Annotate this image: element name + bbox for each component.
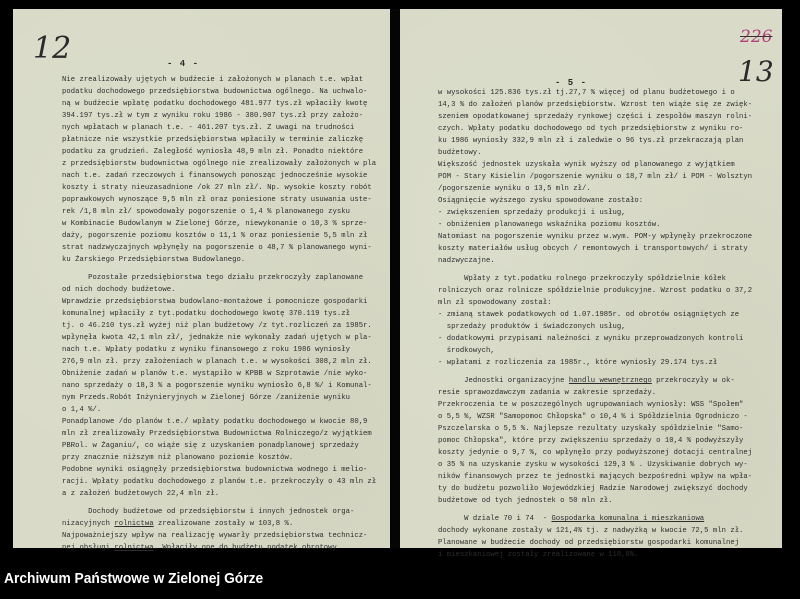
text-line: podatku dochodowego przedsiębiorstwa budownictwa ogólnego. Na uchwalo-	[62, 88, 368, 96]
text-line: tj. o 46.210 tys.zł wyżej niż plan budżetowy /z tyt.rozliczeń za 1985r.	[62, 322, 372, 330]
text-line: koszty materiałów usług obcych / remontowych i transportowych/ i straty	[438, 245, 748, 253]
text-line: Wprawdzie przedsiębiorstwa budowlano-montażowe i pomocnicze gospodarki	[62, 298, 368, 306]
text-line: - wpłatami z rozliczenia za 1985r., które wyniosły 29.174 tys.zł	[438, 359, 718, 367]
text-line: dochody wykonane zostały w 121,4% tj. z nadwyżką w kwocie 72,5 mln zł.	[438, 527, 744, 535]
text-line: /pogorszenie wyniku o 13,5 mln zł/.	[438, 185, 591, 193]
text-line: mln zł zrealizowały Przedsiębiorstwa Budownictwa Rolniczego/z wyjątkiem	[62, 430, 372, 438]
text-line: nadzwyczajne.	[438, 257, 495, 265]
text-line: strat nadzwyczajnych wpłynęły na pogorszenie o 48,7 % planowanego wyni-	[62, 244, 372, 252]
text-line: 276,9 mln zł. przy założeniach w planach t.e. w wysokości 308,2 mln zł.	[62, 358, 372, 366]
text-line: i mieszkaniowej zostały zrealizowane w 118,8%.	[438, 551, 639, 559]
text-line: ników finansowych przez te jednostki mających bezpośredni wpływ na wpła-	[438, 473, 753, 481]
handwritten-page-number-left: 12	[33, 31, 72, 66]
text-line: podatku za grudzień. Zaległość wyniosła 48,9 mln zł. Ponadto niektóre	[62, 148, 364, 156]
text-line: koszty i straty nieuzasadnione /ok 27 mln zł/. Np. wysokie koszty robót	[62, 184, 372, 192]
text-line: Pozostałe przedsiębiorstwa tego działu przekroczyły zaplanowane	[62, 274, 364, 282]
text-line: płatnicze nie wszystkie przedsiębiorstwa wpłaciły w terminie zaliczkę	[62, 136, 364, 144]
document-page-left	[13, 9, 390, 552]
text-line: od nich dochody budżetowe.	[62, 286, 176, 294]
text-line: Dochody budżetowe od przedsiębiorstw i innych jednostek orga-	[62, 508, 355, 516]
text-line: rek /1,8 mln zł/ spowodowały pogorszenie o 1,4 % planowanego zysku	[62, 208, 350, 216]
page-label-left: - 4 -	[167, 59, 200, 69]
text-line: czych. Wpłaty podatku dochodowego od tych przedsiębiorstw z wyniku ro-	[438, 125, 744, 133]
text-line: a z założeń budżetowych 22,4 mln zł.	[62, 490, 220, 498]
text-line: przy znacznie niższym niż planowano poziomie kosztów.	[62, 454, 294, 462]
text-line: nym Przeds.Robót Inżynieryjnych w Zielonej Górze /zaniżenie wyniku	[62, 394, 350, 402]
text-line: - zmianą stawek podatkowych od 1.07.1985r. od obrotów osiągniętych ze	[438, 311, 740, 319]
text-line: 394.197 tys.zł w tym z wyniku roku 1986 - 380.907 tys.zł przy założo-	[62, 112, 364, 120]
text-line: w wysokości 125.836 tys.zł tj.27,7 % więcej od planu budżetowego i o	[438, 89, 735, 97]
text-line: - obniżeniem planowanego wskaźnika poziomu kosztów.	[438, 221, 661, 229]
text-line: o 1,4 %/.	[62, 406, 102, 414]
text-line: nano sprzedaży o 18,3 % a pogorszenie wyniku wyniosło 6,8 %/ i Komunal-	[62, 382, 372, 390]
text-line: resie sprawozdawczym zadania w zakresie sprzedaży.	[438, 389, 657, 397]
text-line: Wpłaty z tyt.podatku rolnego przekroczyły spółdzielnie kółek	[438, 275, 726, 283]
text-line: Najpoważniejszy wpływ na realizację wywarły przedsiębiorstwa technicz-	[62, 532, 368, 540]
page-label-right: - 5 -	[555, 78, 588, 88]
handwritten-page-number-right: 13	[738, 55, 774, 88]
text-line: o 5,5 %, WZSR "Samopomoc Chłopska" o 10,4 % i Spółdzielnia Ogrodniczo -	[438, 413, 748, 421]
text-line: rolniczych oraz rolnicze spółdzielnie produkcyjne. Wzrost podatku o 37,2	[438, 287, 753, 295]
text-line: budżetowy.	[438, 149, 482, 157]
text-line: Ponadplanowe /do planów t.e./ wpłaty podatku dochodowego w kwocie 80,9	[62, 418, 368, 426]
text-line: o 35 % na uzyskanie zysku w wysokości 129,3 % . Uzyskiwanie dobrych wy-	[438, 461, 748, 469]
text-line: budżetowe od tych jednostek o 50 mln zł.	[438, 497, 613, 505]
text-line: - zwiększeniem sprzedaży produkcji i usług,	[438, 209, 626, 217]
text-line: POM - Stary Kisielin /pogorszenie wyniku o 18,7 mln zł/ i POM - Wolsztyn	[438, 173, 753, 181]
text-line: mln zł spowodowany został:	[438, 299, 552, 307]
text-line: Planowane w budżecie dochody od przedsiębiorstw gospodarki komunalnej	[438, 539, 740, 547]
text-line: nych wpłatach w planach t.e. - 461.207 tys.zł. Z uwagi na trudności	[62, 124, 355, 132]
text-line: Pszczelarska o 5,5 %. Najlepsze rezultaty uzyskały spółdzielnie "Samo-	[438, 425, 744, 433]
text-line: koszty jedynie o 9,7 %, co wpłynęło przy podwyższonej dotacji centralnej	[438, 449, 753, 457]
text-line: poprawkowych wynoszące 9,5 mln zł oraz poniesione straty usuwania uste-	[62, 196, 372, 204]
text-line: Jednostki organizacyjne handlu wewnętrznego przekroczyły w ok-	[438, 377, 735, 385]
text-line: ną w budżecie wpłatę podatku dochodowego 481.977 tys.zł wpłaciły kwotę	[62, 100, 368, 108]
text-line: ku 1986 wyniosły 332,9 mln zł i zaledwie o 96 tys.zł przekraczają plan	[438, 137, 744, 145]
text-line: środkowych,	[438, 347, 495, 355]
text-line: wpłynęła kwota 42,1 mln zł/, jednakże nie wykonały zadań ujętych w pla-	[62, 334, 372, 342]
text-line: PBRol. w Żaganiu/, co wiąże się z uzyskaniem ponadplanowej sprzedaży	[62, 442, 359, 450]
text-line: Przekroczenia te w poszczególnych ugrupowaniach wyniosły: WSS "Społem"	[438, 401, 744, 409]
text-line: W dziale 70 i 74 - Gospodarka komunalna i mieszkaniowa	[438, 515, 705, 523]
text-line: nizacyjnych rolnictwa zrealizowane zostały w 103,8 %.	[62, 520, 294, 528]
text-line: Natomiast na pogorszenie wyniku przez w.wym. POM-y wpłynęły przekroczone	[438, 233, 753, 241]
text-line: z przedsiębiorstw budownictwa ogólnego nie zrealizowały założonych w pla	[62, 160, 377, 168]
text-line: komunalnej wpłaciły z tyt.podatku dochodowego kwotę 370.119 tys.zł	[62, 310, 350, 318]
text-line: sprzedaży produktów i świadczonych usług,	[438, 323, 626, 331]
text-line: - dodatkowymi przypisami należności z wyniku przeprowadzonych kontroli	[438, 335, 744, 343]
text-line: pomoc Chłopska", które przy zwiększeniu sprzedaży o 10,4 % podwyższyły	[438, 437, 744, 445]
text-line: ku Żarskiego Przedsiębiorstwa Budowlanego.	[62, 256, 246, 264]
text-line: Nie zrealizowały ujętych w budżecie i założonych w planach t.e. wpłat	[62, 76, 364, 84]
text-line: szeniem opodatkowanej sprzedaży rynkowej części i zespołów maszyn rolni-	[438, 113, 753, 121]
text-line: daży, pogorszenie poziomu kosztów o 11,1 % oraz poniesienie 5,5 mln zł	[62, 232, 368, 240]
right-page-body-text	[438, 87, 752, 561]
text-line: nach t.e. zadań rzeczowych i finansowych ponosząc jednocześnie wysokie	[62, 172, 368, 180]
document-page-right	[400, 9, 782, 559]
page-gutter	[390, 9, 400, 548]
text-line: racji. Wpłaty podatku dochodowego z planów t.e. przekroczyły o 43 mln zł	[62, 478, 377, 486]
text-line: Podobne wyniki osiągnęły przedsiębiorstwa budownictwa wodnego i melio-	[62, 466, 368, 474]
text-line: 14,3 % do założeń planów przedsiębiorstw. Wzrost ten wiąże się ze zwięk-	[438, 101, 753, 109]
text-line: w Kombinacie Budowlanym w Zielonej Górze, niewykonanie o 10,3 % sprze-	[62, 220, 368, 228]
text-line: nach t.e. Wpłaty podatku z wyniku finansowego z roku 1986 wyniosły	[62, 346, 350, 354]
text-line: Obniżenie zadań w planów t.e. wystąpiło w KPBB w Szprotawie /nie wyko-	[62, 370, 368, 378]
text-line: ty do budżetu pozwoliło Wojewódzkiej Radzie Narodowej zwiększyć dochody	[438, 485, 748, 493]
left-page-body-text	[62, 74, 376, 554]
text-line: Osiągnięcie wyższego zysku spowodowane zostało:	[438, 197, 644, 205]
text-line: Większość jednostek uzyskała wynik wyższy od planowanego z wyjątkiem	[438, 161, 735, 169]
text-line: nej obsługi rolnictwa. Wpłaciły one do budżetu podatek obrotowy	[62, 544, 337, 552]
handwritten-crossed-number: 226	[740, 27, 773, 47]
archive-footer-label: Archiwum Państwowe w Zielonej Górze	[4, 570, 264, 587]
